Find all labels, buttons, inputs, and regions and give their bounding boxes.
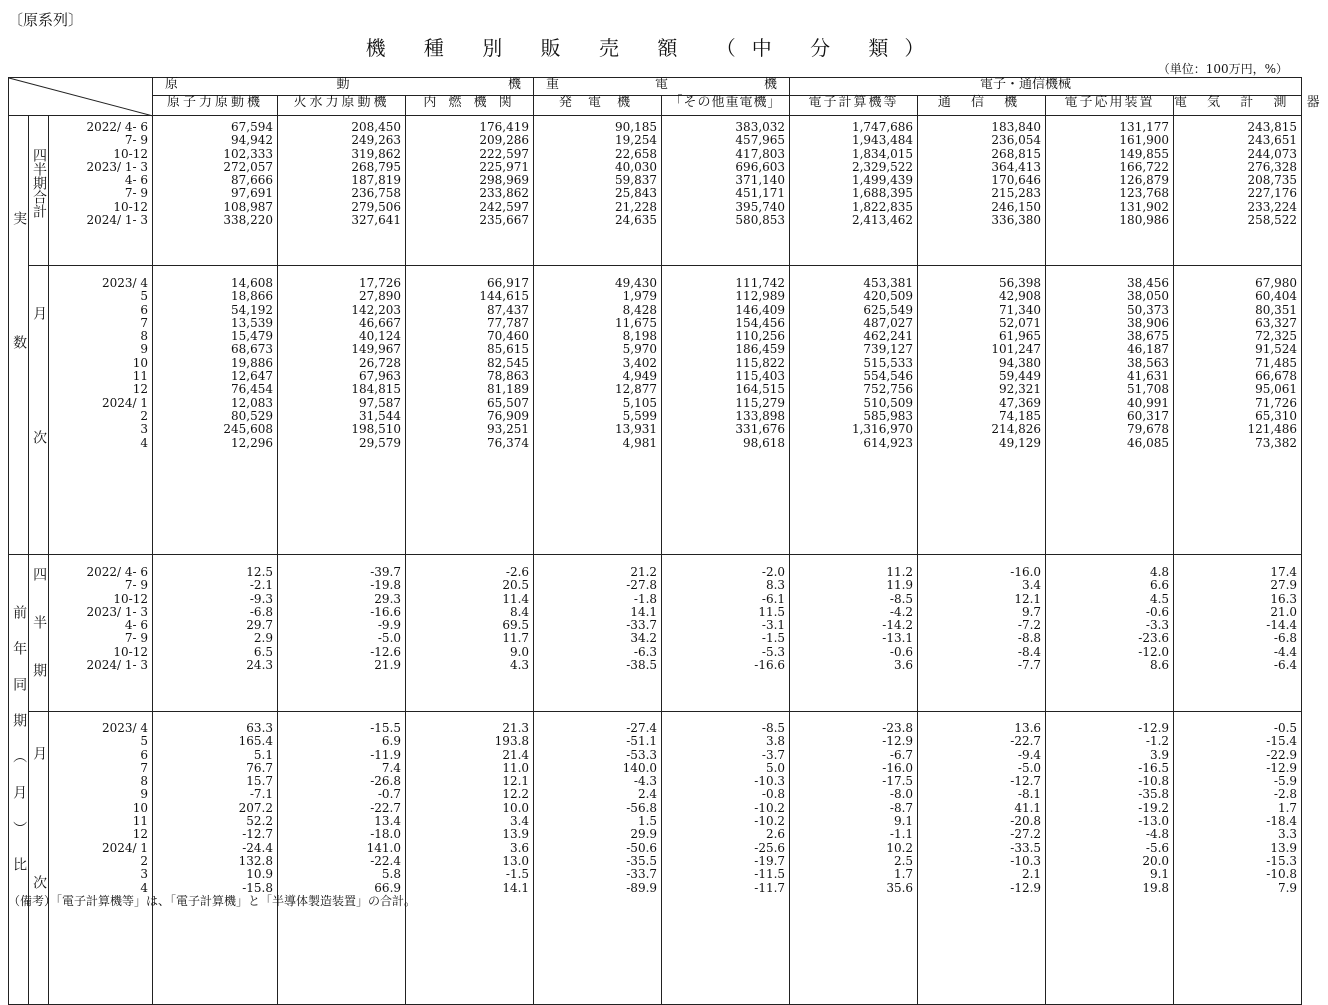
group-header-denshi xyxy=(790,78,1302,96)
group-char-1: 原 xyxy=(165,77,179,92)
cell-col0: 12.5 -2.1 -9.3 -6.8 29.7 2.9 6.5 24.3 xyxy=(153,555,278,712)
col-header-5: 電子計算機等 xyxy=(790,96,918,116)
period-labels: 2023/ 4 5 6 7 8 9 10 11 12 2024/ 1 2 3 4 xyxy=(49,266,153,555)
cell-col8: -0.5 -15.4 -22.9 -12.9 -5.9 -2.8 1.7 -18.4 3.3 13.9 -15.3 -10.8 7.9 xyxy=(1174,712,1302,1005)
side-label-jissu xyxy=(9,116,29,555)
group-char-5: 電 xyxy=(655,77,669,92)
cell-col5: 11.2 11.9 -8.5 -4.2 -14.2 -13.1 -0.6 3.6 xyxy=(790,555,918,712)
footnote: （備考）「電子計算機等」は、「電子計算機」と「半導体製造装置」の合計。 xyxy=(8,894,417,908)
page-title: 機 種 別 販 売 額 （中 分 類） xyxy=(365,36,941,60)
cell-col8: 67,980 60,404 80,351 63,327 72,325 91,524 71,485 66,678 95,061 71,726 65,310 121,486 73,382 xyxy=(1174,266,1302,555)
cell-col3: 90,185 19,254 22,658 40,030 59,837 25,843 21,228 24,635 xyxy=(534,116,662,266)
sales-table xyxy=(8,77,1328,1005)
section-actual-quarterly xyxy=(9,116,1302,266)
cell-col7: 131,177 161,900 149,855 166,722 126,879 123,768 131,902 180,986 xyxy=(1046,116,1174,266)
group-char-2: 動 xyxy=(336,77,350,92)
side-label-jissu-text: 実数 xyxy=(11,211,28,459)
sub-label-monthly-yoy xyxy=(29,712,49,1005)
col-header-1: 火水力原動機 xyxy=(278,96,406,116)
col-header-4: 「その他重電機」 xyxy=(662,96,790,116)
group-header-gendoki xyxy=(153,78,534,96)
period-labels: 2022/ 4- 6 7- 9 10-12 2023/ 1- 3 4- 6 7- 9 10-12 2024/ 1- 3 xyxy=(49,555,153,712)
col-header-3: 発 電 機 xyxy=(534,96,662,116)
cell-col6: 13.6 -22.7 -9.4 -5.0 -12.7 -8.1 41.1 -20.8 -27.2 -33.5 -10.3 2.1 -12.9 xyxy=(918,712,1046,1005)
group-char-4: 重 xyxy=(546,77,560,92)
cell-col3: 21.2 -27.8 -1.8 14.1 -33.7 34.2 -6.3 -38.5 xyxy=(534,555,662,712)
unit-label: （単位：100万円，%） xyxy=(1157,62,1288,76)
section-actual-monthly xyxy=(9,266,1302,555)
cell-col2: 66,917 144,615 87,437 77,787 70,460 85,615 82,545 78,863 81,189 65,507 76,909 93,251 76,374 xyxy=(406,266,534,555)
col-header-6: 通 信 機 xyxy=(918,96,1046,116)
cell-col4: -8.5 3.8 -3.7 5.0 -10.3 -0.8 -10.2 -10.2 2.6 -25.6 -19.7 -11.5 -11.7 xyxy=(662,712,790,1005)
section-yoy-quarterly xyxy=(9,555,1302,712)
cell-col6: 56,398 42,908 71,340 52,071 61,965 101,247 94,380 59,449 92,321 47,369 74,185 214,826 49,129 xyxy=(918,266,1046,555)
cell-col0: 63.3 165.4 5.1 76.7 15.7 -7.1 207.2 52.2 -12.7 -24.4 132.8 10.9 -15.8 xyxy=(153,712,278,1005)
period-labels: 2022/ 4- 6 7- 9 10-12 2023/ 1- 3 4- 6 7- 9 10-12 2024/ 1- 3 xyxy=(49,116,153,266)
side-label-zennen-text: 前年同期（月）比 xyxy=(11,605,28,893)
period-labels: 2023/ 4 5 6 7 8 9 10 11 12 2024/ 1 2 3 4 xyxy=(49,712,153,1005)
cell-col1: 17,726 27,890 142,203 46,667 40,124 149,967 26,728 67,963 184,815 97,587 31,544 198,510 29,579 xyxy=(278,266,406,555)
sub-label-monthly-yoy-text: 月次 xyxy=(31,746,48,1004)
sub-label-quarterly xyxy=(29,116,49,266)
sub-label-monthly xyxy=(29,266,49,555)
cell-col4: -2.0 8.3 -6.1 11.5 -3.1 -1.5 -5.3 -16.6 xyxy=(662,555,790,712)
side-label-zennen xyxy=(9,555,29,1005)
cell-col1: -39.7 -19.8 29.3 -16.6 -9.9 -5.0 -12.6 21.9 xyxy=(278,555,406,712)
header-row-groups xyxy=(9,78,1302,96)
cell-col5: 1,747,686 1,943,484 1,834,015 2,329,522 1,499,439 1,688,395 1,822,835 2,413,462 xyxy=(790,116,918,266)
cell-col0: 14,608 18,866 54,192 13,539 15,479 68,673 19,886 12,647 76,454 12,083 80,529 245,608 12,296 xyxy=(153,266,278,555)
corner-diagonal xyxy=(9,78,153,116)
col-header-8: 電 気 計 測 器 xyxy=(1174,96,1302,116)
cell-col5: -23.8 -12.9 -6.7 -16.0 -17.5 -8.0 -8.7 9.1 -1.1 10.2 2.5 1.7 35.6 xyxy=(790,712,918,1005)
group-header-judenki xyxy=(534,78,790,96)
cell-col6: -16.0 3.4 12.1 9.7 -7.2 -8.8 -8.4 -7.7 xyxy=(918,555,1046,712)
col-header-2: 内 燃 機 関 xyxy=(406,96,534,116)
group-label-denshi: 電子・通信機械 xyxy=(980,77,1072,92)
cell-col0: 67,594 94,942 102,333 272,057 87,666 97,691 108,987 338,220 xyxy=(153,116,278,266)
cell-col6: 183,840 236,054 268,815 364,413 170,646 215,283 246,150 336,380 xyxy=(918,116,1046,266)
cell-col4: 111,742 112,989 146,409 154,456 110,256 186,459 115,822 115,403 164,515 115,279 133,898 331,676 98,618 xyxy=(662,266,790,555)
col-header-7: 電子応用装置 xyxy=(1046,96,1174,116)
cell-col2: 176,419 209,286 222,597 225,971 298,969 233,862 242,597 235,667 xyxy=(406,116,534,266)
sub-label-quarterly-yoy xyxy=(29,555,49,712)
cell-col7: -12.9 -1.2 3.9 -16.5 -10.8 -35.8 -19.2 -13.0 -4.8 -5.6 20.0 9.1 19.8 xyxy=(1046,712,1174,1005)
cell-col2: -2.6 20.5 11.4 8.4 69.5 11.7 9.0 4.3 xyxy=(406,555,534,712)
sub-label-quarterly-text: 四半期合計 xyxy=(31,148,47,218)
cell-col8: 243,815 243,651 244,073 276,328 208,735 227,176 233,224 258,522 xyxy=(1174,116,1302,266)
cell-col1: -15.5 6.9 -11.9 7.4 -26.8 -0.7 -22.7 13.4 -18.0 141.0 -22.4 5.8 66.9 xyxy=(278,712,406,1005)
header-row-columns xyxy=(9,96,1302,116)
cell-col3: -27.4 -51.1 -53.3 140.0 -4.3 2.4 -56.8 1.5 29.9 -50.6 -35.5 -33.7 -89.9 xyxy=(534,712,662,1005)
cell-col7: 38,456 38,050 50,373 38,906 38,675 46,187 38,563 41,631 51,708 40,991 60,317 79,678 46,085 xyxy=(1046,266,1174,555)
col-header-0: 原子力原動機 xyxy=(153,96,278,116)
cell-col8: 17.4 27.9 16.3 21.0 -14.4 -6.8 -4.4 -6.4 xyxy=(1174,555,1302,712)
cell-col1: 208,450 249,263 319,862 268,795 187,819 236,758 279,506 327,641 xyxy=(278,116,406,266)
sub-label-monthly-text: 月次 xyxy=(31,306,48,554)
group-char-6: 機 xyxy=(764,77,778,92)
group-char-3: 機 xyxy=(508,77,522,92)
series-label: 〔原系列〕 xyxy=(8,11,84,29)
cell-col4: 383,032 457,965 417,803 696,603 371,140 451,171 395,740 580,853 xyxy=(662,116,790,266)
sub-label-quarterly-yoy-text: 四半期 xyxy=(31,567,48,711)
cell-col7: 4.8 6.6 4.5 -0.6 -3.3 -23.6 -12.0 8.6 xyxy=(1046,555,1174,712)
cell-col3: 49,430 1,979 8,428 11,675 8,198 5,970 3,402 4,949 12,877 5,105 5,599 13,931 4,981 xyxy=(534,266,662,555)
section-yoy-monthly xyxy=(9,712,1302,1005)
header-corner xyxy=(9,78,153,116)
cell-col5: 453,381 420,509 625,549 487,027 462,241 739,127 515,533 554,546 752,756 510,509 585,983 1,316,970 614,923 xyxy=(790,266,918,555)
cell-col2: 21.3 193.8 21.4 11.0 12.1 12.2 10.0 3.4 13.9 3.6 13.0 -1.5 14.1 xyxy=(406,712,534,1005)
